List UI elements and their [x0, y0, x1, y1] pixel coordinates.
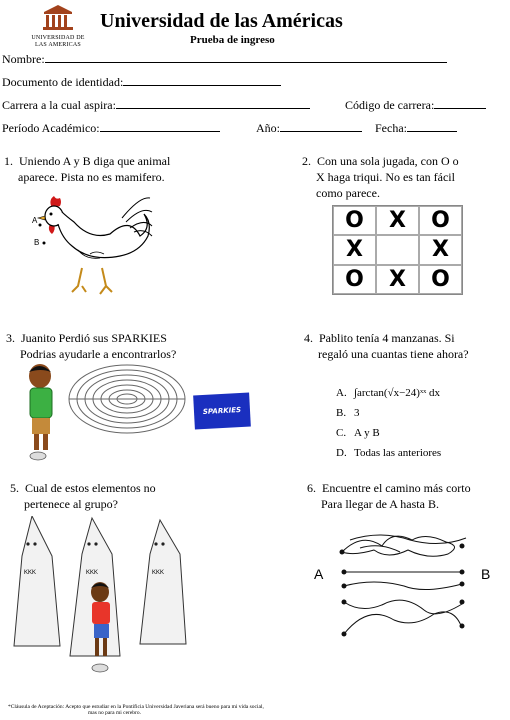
building-icon [26, 4, 90, 30]
footnote-line2: mas no para mi cerebro. [88, 710, 141, 716]
field-carrera-label: Carrera a la cual aspira: [2, 98, 116, 112]
option-a[interactable] [336, 383, 441, 403]
answer-options [336, 383, 441, 463]
option-text: ∫arctan(√x−24)ˣˣ dx [354, 387, 441, 399]
field-codigo-line[interactable] [434, 98, 486, 109]
q6-label-a: A [314, 566, 324, 582]
page-subtitle: Prueba de ingreso [190, 34, 275, 46]
tictactoe-board [332, 205, 463, 295]
board-cell[interactable]: O [419, 265, 462, 294]
field-periodo-label: Período Académico: [2, 121, 100, 135]
board-cell[interactable]: O [333, 265, 376, 294]
sparkies-label: SPARKIES [202, 406, 242, 416]
option-text: 3 [354, 407, 360, 419]
question-2-number: 2. [302, 154, 311, 168]
footnote-line1: *Cláusula de Aceptación: Acepto que estudiar en la Pontificia Universidad Javeriana será bueno para mi vida social, [8, 704, 264, 710]
question-2-line3: como parece. [316, 186, 380, 200]
board-cell[interactable]: X [419, 235, 462, 264]
maze-illustration [66, 362, 188, 436]
board-cell[interactable]: X [376, 206, 419, 235]
field-fecha-label: Fecha: [375, 121, 407, 135]
q1-label-a: A [32, 216, 38, 225]
question-4-line1: Pablito tenía 4 manzanas. Si [319, 331, 455, 345]
board-cell[interactable]: O [333, 206, 376, 235]
option-d[interactable] [336, 443, 441, 463]
option-b[interactable] [336, 403, 441, 423]
field-codigo-label: Código de carrera: [345, 98, 435, 112]
question-4-line2: regaló una cuantas tiene ahora? [318, 347, 469, 361]
question-1-line2: aparece. Pista no es mamifero. [18, 170, 165, 184]
hood-text-3: KKK [152, 570, 165, 576]
page-title: Universidad de las Américas [100, 10, 343, 32]
logo-text: UNIVERSIDAD DE LAS AMERICAS [31, 35, 85, 48]
hood-text-2: KKK [86, 570, 99, 576]
question-3-line2: Podrias ayudarle a encontrarlos? [20, 347, 177, 361]
question-2-line2: X haga triqui. No es tan fácil [316, 170, 455, 184]
question-1-line1: Uniendo A y B diga que animal [19, 154, 171, 168]
q1-label-b: B [34, 238, 40, 247]
field-anio[interactable] [256, 121, 362, 136]
field-periodo-line[interactable] [100, 121, 220, 132]
hood-text-1: KKK [24, 570, 37, 576]
question-5 [10, 480, 156, 512]
field-codigo[interactable] [345, 98, 486, 113]
question-6-line1: Encuentre el camino más corto [322, 481, 471, 495]
field-documento[interactable] [2, 75, 281, 90]
hooded-figures-illustration [12, 516, 190, 681]
field-documento-line[interactable] [123, 75, 281, 86]
field-nombre-line[interactable] [45, 52, 447, 63]
boy-green-shirt-illustration [22, 362, 62, 464]
field-anio-label: Año: [256, 121, 280, 135]
question-5-number: 5. [10, 481, 19, 495]
question-3-number: 3. [6, 331, 15, 345]
option-c[interactable] [336, 423, 441, 443]
university-logo [26, 4, 90, 49]
question-3 [6, 330, 176, 362]
option-text: Todas las anteriores [354, 447, 442, 459]
question-4 [304, 330, 469, 362]
field-anio-line[interactable] [280, 121, 362, 132]
question-6 [307, 480, 471, 512]
field-fecha[interactable] [375, 121, 457, 136]
question-4-number: 4. [304, 331, 313, 345]
option-text: A y B [354, 427, 380, 439]
rooster-illustration [30, 188, 160, 303]
question-3-line1: Juanito Perdió sus SPARKIES [21, 331, 167, 345]
question-1 [4, 153, 170, 185]
question-5-line1: Cual de estos elementos no [25, 481, 156, 495]
board-cell[interactable]: O [419, 206, 462, 235]
question-6-line2: Para llegar de A hasta B. [321, 497, 439, 511]
question-1-number: 1. [4, 154, 13, 168]
field-carrera-line[interactable] [116, 98, 310, 109]
question-5-line2: pertenece al grupo? [24, 497, 118, 511]
field-fecha-line[interactable] [407, 121, 457, 132]
board-cell[interactable]: X [333, 235, 376, 264]
board-cell[interactable]: X [376, 265, 419, 294]
field-periodo[interactable] [2, 121, 220, 136]
option-letter: C. [336, 427, 347, 439]
field-nombre-label: Nombre: [2, 52, 45, 66]
sparkies-box [193, 393, 251, 430]
question-6-number: 6. [307, 481, 316, 495]
board-cell[interactable] [376, 235, 419, 264]
option-letter: B. [336, 407, 347, 419]
option-letter: D. [336, 447, 347, 459]
field-nombre[interactable] [2, 52, 447, 67]
question-2 [302, 153, 459, 201]
q6-label-b: B [481, 566, 491, 582]
option-letter: A. [336, 387, 347, 399]
field-documento-label: Documento de identidad: [2, 75, 124, 89]
question-2-line1: Con una sola jugada, con O o [317, 154, 459, 168]
field-carrera[interactable] [2, 98, 310, 113]
footnote [8, 704, 388, 716]
shortest-path-maze [330, 526, 480, 642]
